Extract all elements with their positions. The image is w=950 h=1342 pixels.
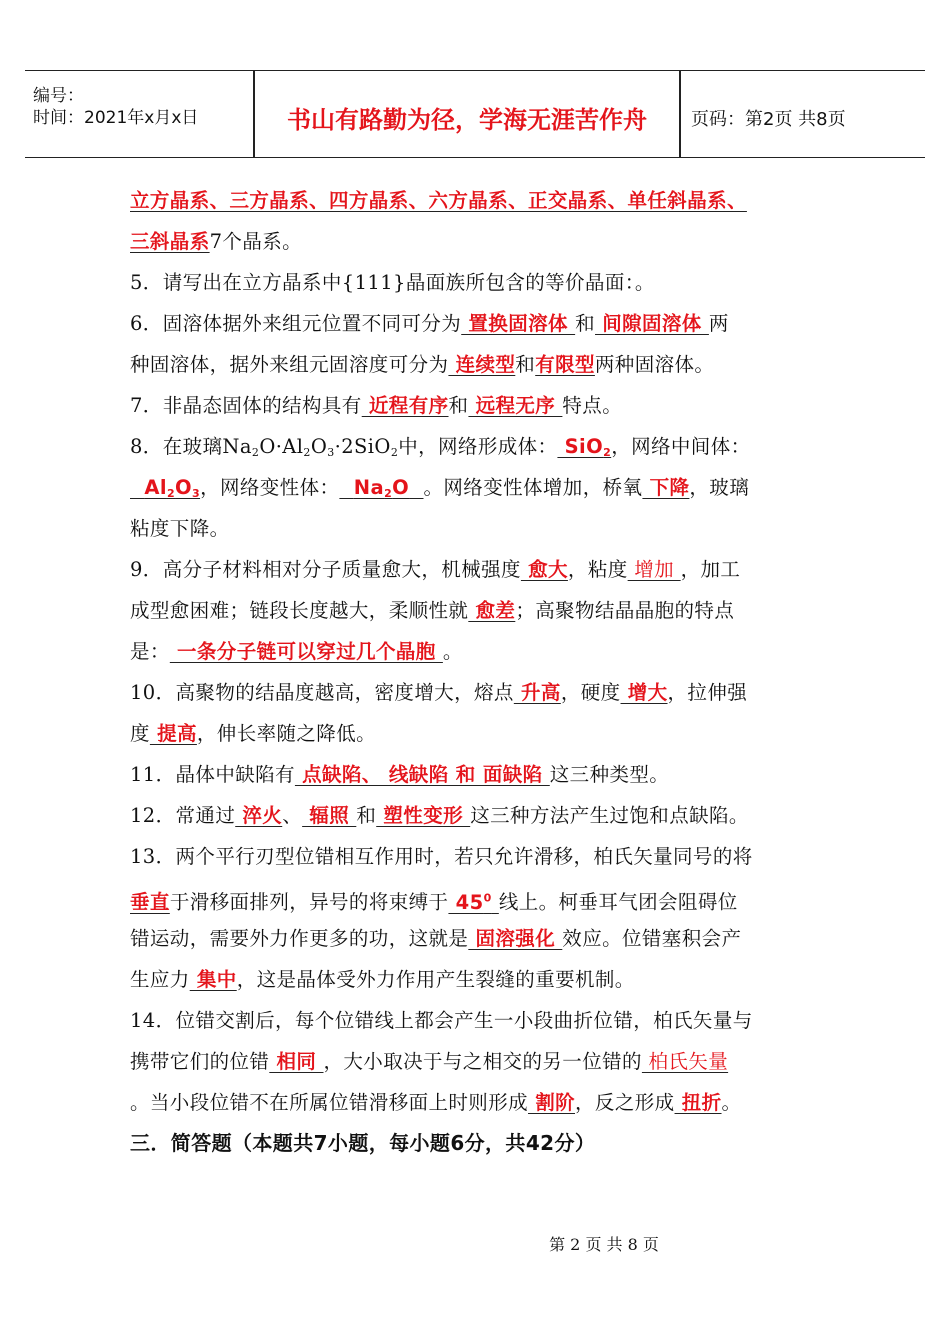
q10-line-1 xyxy=(130,672,830,713)
text: 度 xyxy=(130,722,150,745)
text: ，反之形成 xyxy=(575,1091,675,1114)
code-label: 编号： xyxy=(33,86,84,106)
q14-line-1 xyxy=(130,1000,830,1041)
text: 12．常通过 xyxy=(130,804,236,827)
answer: 升高 xyxy=(513,681,561,704)
answer: 割阶 xyxy=(528,1091,576,1114)
text: 5．请写出在立方晶系中{111}晶面族所包含的等价晶面：。 xyxy=(130,271,655,294)
q8-line-1 xyxy=(130,426,830,467)
header-page-label: 页码：第2页 共8页 xyxy=(691,109,846,130)
text: 两 xyxy=(708,312,729,335)
answer: 下降 xyxy=(642,476,690,499)
q11-line xyxy=(130,754,830,795)
text: 。当小段位错不在所属位错滑移面上时则形成 xyxy=(130,1091,529,1114)
answer: $Na_2O$ xyxy=(353,476,410,500)
subscript: 3 xyxy=(327,446,335,459)
text: 错运动，需要外力作更多的功，这就是 xyxy=(130,927,469,950)
text: 于滑移面排列，异号的将束缚于 xyxy=(169,890,449,914)
text: O·Al xyxy=(259,435,304,458)
answer: 提高 xyxy=(149,722,197,745)
text: 和 xyxy=(515,353,536,376)
text: 线上。柯垂耳气团会阻碍位 xyxy=(498,890,738,914)
text: 。网络变性体增加，桥氧 xyxy=(423,476,643,499)
text: 特点。 xyxy=(562,394,623,417)
text: 10．高聚物的结晶度越高，密度增大，熔点 xyxy=(130,681,514,704)
subscript: 2 xyxy=(390,446,399,459)
answer: 垂直 xyxy=(130,890,170,914)
text: 。 xyxy=(721,1091,742,1114)
text: 14．位错交割后，每个位错线上都会产生一小段曲折位错，柏氏矢量与 xyxy=(130,1009,753,1032)
text: ，伸长率随之降低。 xyxy=(196,722,377,745)
text: 6．固溶体据外来组元位置不同可分为 xyxy=(130,312,462,335)
header-divider xyxy=(679,71,681,157)
q13-line-4 xyxy=(130,959,830,1000)
q4-line-2 xyxy=(130,221,830,262)
q5-line xyxy=(130,262,830,303)
q8-line-3 xyxy=(130,508,830,549)
text: ；高聚物结晶晶胞的特点 xyxy=(515,599,735,622)
text: 7．非晶态固体的结构具有 xyxy=(130,394,362,417)
answer: 立方晶系、三方晶系、四方晶系、六方晶系、正交晶系、单任斜晶系、 xyxy=(130,189,747,212)
text: 携带它们的位错 xyxy=(130,1050,270,1073)
answer: SiO$_2$ xyxy=(557,435,612,459)
text: ，拉伸强 xyxy=(667,681,748,704)
q12-line xyxy=(130,795,830,836)
text: 13．两个平行刃型位错相互作用时，若只允许滑移，柏氏矢量同号的将 xyxy=(130,845,753,868)
q13-line-2 xyxy=(130,877,830,918)
text: 粘度下降。 xyxy=(130,517,230,540)
q13-line-3 xyxy=(130,918,830,959)
q7-line xyxy=(130,385,830,426)
answer: 增大 xyxy=(620,681,668,704)
answer: 集中 xyxy=(189,968,237,991)
answer: 辐照 xyxy=(302,804,357,827)
answer: 固溶强化 xyxy=(468,927,563,950)
q9-line-3 xyxy=(130,631,830,672)
text: ，网络中间体： xyxy=(611,435,751,458)
text: ，玻璃 xyxy=(689,476,750,499)
subscript: 2 xyxy=(303,446,311,459)
text: 这三种类型。 xyxy=(549,763,670,786)
text: 和 xyxy=(575,312,596,335)
document-body xyxy=(130,180,830,1164)
answer: 间隙固溶体 xyxy=(595,312,709,335)
text: 9．高分子材料相对分子质量愈大，机械强度 xyxy=(130,558,521,581)
text: 成型愈困难；链段长度越大，柔顺性就 xyxy=(130,599,469,622)
q9-line-2 xyxy=(130,590,830,631)
q14-line-2 xyxy=(130,1041,830,1082)
answer: $Al_2O_3$ xyxy=(144,476,201,500)
text: 、 xyxy=(282,804,303,827)
text: ，硬度 xyxy=(560,681,621,704)
text: 11．晶体中缺陷有 xyxy=(130,763,295,786)
q10-line-2 xyxy=(130,713,830,754)
answer: 淬火 xyxy=(235,804,283,827)
header-motto: 书山有路勤为径，学海无涯苦作舟 xyxy=(287,106,647,134)
text: 两种固溶体。 xyxy=(594,353,715,376)
answer: 近程有序 xyxy=(361,394,449,417)
answer: 扭折 xyxy=(674,1091,722,1114)
answer: 塑性变形 xyxy=(376,804,471,827)
text: ，粘度 xyxy=(567,558,628,581)
answer: 置换固溶体 xyxy=(461,312,576,335)
section-heading: 三．简答题（本题共7小题，每小题6分，共42分） xyxy=(130,1131,596,1155)
q13-line-1 xyxy=(130,836,830,877)
answer: 远程无序 xyxy=(468,394,563,417)
text: 种固溶体，据外来组元固溶度可分为 xyxy=(130,353,449,376)
answer: 愈差 xyxy=(468,599,516,622)
text: 8．在玻璃Na xyxy=(130,435,252,458)
answer: 愈大 xyxy=(520,558,568,581)
q9-line-1 xyxy=(130,549,830,590)
text: ，网络变性体： xyxy=(200,476,340,499)
q6-line-2 xyxy=(130,344,830,385)
answer: 有限型 xyxy=(535,353,595,376)
subscript: 2 xyxy=(251,446,260,459)
answer: 三斜晶系 xyxy=(130,230,210,253)
q4-line-1 xyxy=(130,180,830,221)
q8-line-2 xyxy=(130,467,830,508)
text: ，这是晶体受外力作用产生裂缝的重要机制。 xyxy=(236,968,635,991)
q14-line-3 xyxy=(130,1082,830,1123)
text: 是： xyxy=(130,640,170,663)
text: 效应。位错塞积会产 xyxy=(562,927,742,950)
time-label: 时间：2021年x月x日 xyxy=(33,108,199,128)
answer: 连续型 xyxy=(448,353,516,376)
text: O xyxy=(310,435,328,458)
text: ，大小取决于与之相交的另一位错的 xyxy=(323,1050,642,1073)
answer: 点缺陷、 线缺陷 和 面缺陷 xyxy=(294,763,550,786)
text: 中，网络形成体： xyxy=(398,435,558,458)
answer: 相同 xyxy=(269,1050,324,1073)
text: ·2SiO xyxy=(334,435,391,458)
text: 和 xyxy=(448,394,469,417)
answer: 一条分子链可以穿过几个晶胞 xyxy=(169,640,443,663)
text: 和 xyxy=(356,804,377,827)
text: 生应力 xyxy=(130,968,190,991)
text: 。 xyxy=(442,640,463,663)
header-info xyxy=(33,85,198,129)
page-footer: 第 2 页 共 8 页 xyxy=(549,1235,659,1254)
page-header xyxy=(25,70,925,158)
text: 7个晶系。 xyxy=(209,230,303,253)
answer: $45^0$ xyxy=(448,890,492,914)
answer: 增加 xyxy=(627,558,681,581)
text: 这三种方法产生过饱和点缺陷。 xyxy=(470,804,749,827)
text: ，加工 xyxy=(680,558,741,581)
answer: 柏氏矢量 xyxy=(641,1050,729,1073)
q6-line-1 xyxy=(130,303,830,344)
